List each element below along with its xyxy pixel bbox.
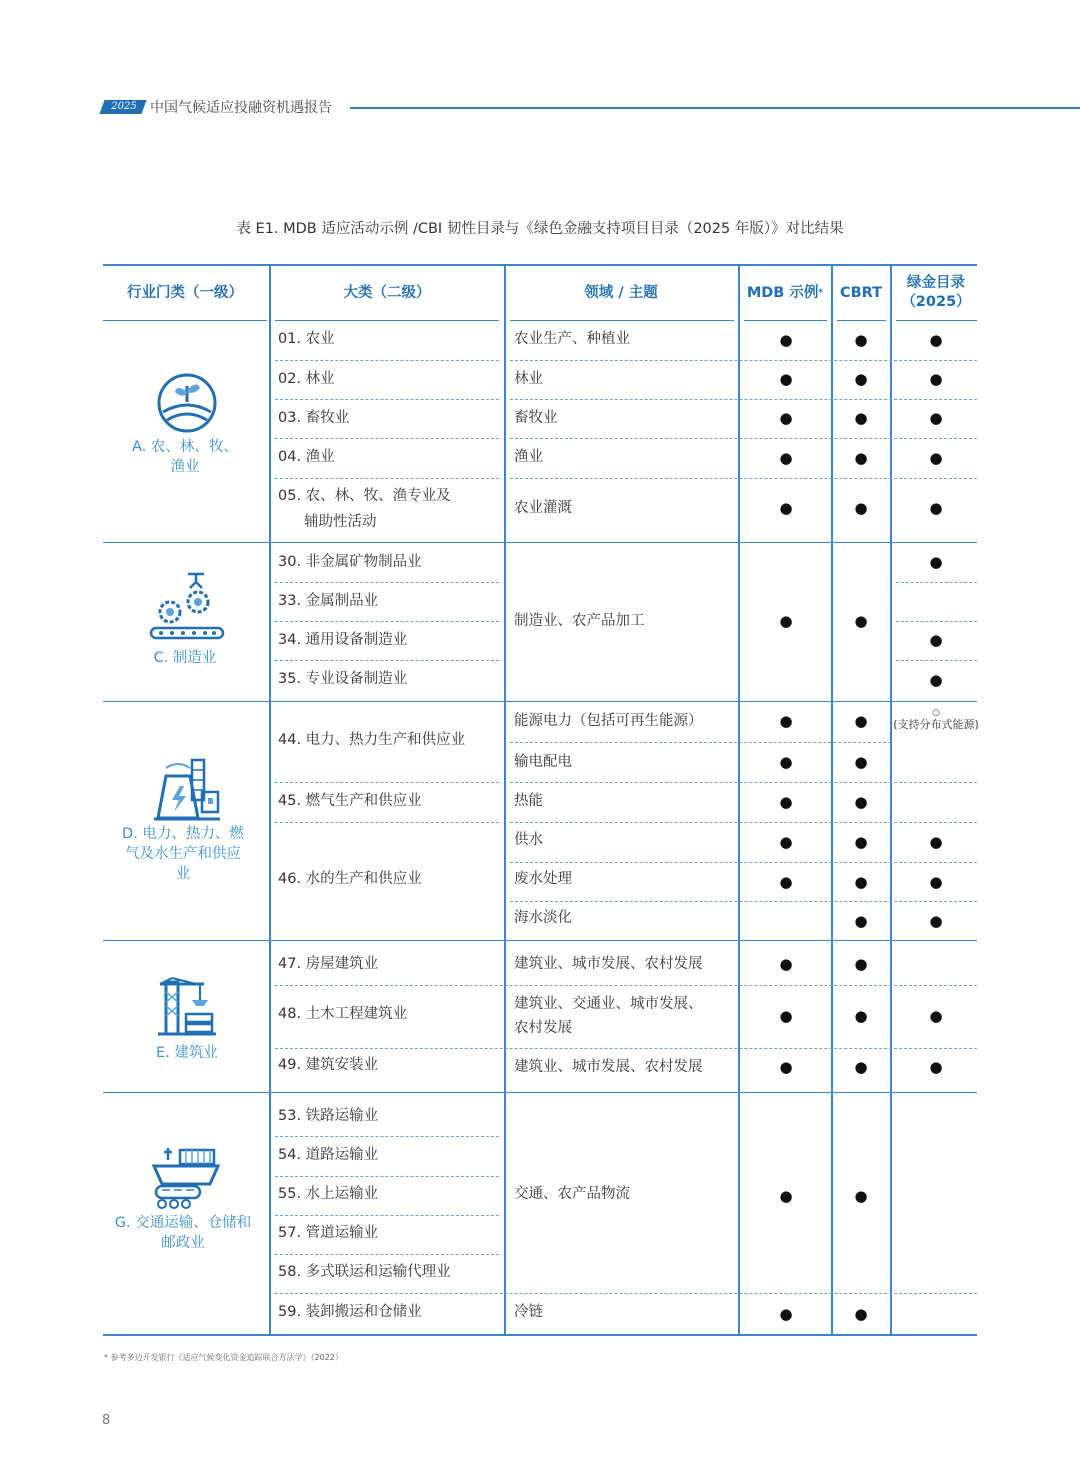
agriculture-icon — [155, 372, 219, 434]
row-rule — [510, 901, 977, 902]
page-number: 8 — [102, 1413, 111, 1428]
domain-04: 渔业 — [514, 449, 543, 465]
mark-46b-mdb: ● — [779, 873, 793, 891]
domain-48-l1: 建筑业、交通业、城市发展、 — [514, 996, 703, 1012]
domain-manufacturing: 制造业、农产品加工 — [514, 613, 645, 629]
header-rule-1 — [103, 320, 267, 321]
mark-01-cbrt: ● — [854, 331, 868, 349]
domain-59: 冷链 — [514, 1304, 543, 1320]
mark-59-cbrt: ● — [854, 1305, 868, 1323]
industry-g — [106, 1213, 260, 1253]
industry-a-l2: 渔业 — [170, 459, 200, 475]
row-rule — [510, 478, 977, 479]
mark-46a-cbrt: ● — [854, 833, 868, 851]
category-57: 57. 管道运输业 — [278, 1225, 379, 1241]
group-sep-de — [103, 940, 977, 941]
mark-46a-mdb: ● — [779, 833, 793, 851]
industry-g-l2: 邮政业 — [161, 1235, 205, 1251]
category-46: 46. 水的生产和供应业 — [278, 871, 422, 887]
mark-49-cbrt: ● — [854, 1058, 868, 1076]
domain-48-l2: 农村发展 — [514, 1020, 572, 1036]
mark-02-mdb: ● — [779, 370, 793, 388]
mark-34-green: ● — [929, 631, 943, 649]
report-title: 中国气候适应投融资机遇报告 — [150, 100, 332, 116]
header-rule-6 — [896, 320, 977, 321]
domain-49: 建筑业、城市发展、农村发展 — [514, 1059, 703, 1075]
row-rule — [275, 1048, 977, 1049]
domain-46c: 海水淡化 — [514, 910, 572, 926]
industry-d — [108, 824, 258, 884]
mark-02-cbrt: ● — [854, 370, 868, 388]
row-rule — [275, 399, 499, 400]
row-rule — [510, 438, 977, 439]
category-01: 01. 农业 — [278, 331, 335, 347]
row-rule — [896, 582, 977, 583]
header-mdb-label: MDB 示例 — [746, 284, 819, 301]
row-rule — [275, 621, 499, 622]
row-rule — [510, 782, 977, 783]
mark-44a-green — [892, 709, 980, 732]
category-35: 35. 专业设备制造业 — [278, 671, 408, 687]
industry-a-l1: A. 农、林、牧、 — [132, 439, 238, 455]
industry-a — [110, 437, 260, 477]
row-rule — [896, 660, 977, 661]
row-rule — [275, 1293, 977, 1294]
mark-transport-mdb: ● — [779, 1187, 793, 1205]
category-33: 33. 金属制品业 — [278, 593, 379, 609]
header-rule-4 — [744, 320, 827, 321]
mark-46b-cbrt: ● — [854, 873, 868, 891]
mark-03-cbrt: ● — [854, 409, 868, 427]
row-rule — [275, 985, 977, 986]
mark-46c-cbrt: ● — [854, 912, 868, 930]
industry-d-l3: 业 — [175, 866, 191, 882]
domain-44a: 能源电力（包括可再生能源） — [514, 713, 703, 729]
mark-03-mdb: ● — [779, 409, 793, 427]
header-domain: 领域 / 主题 — [584, 284, 658, 301]
mark-46c-green: ● — [929, 912, 943, 930]
mark-59-mdb: ● — [779, 1305, 793, 1323]
domain-transport: 交通、农产品物流 — [514, 1186, 630, 1202]
mark-46b-green: ● — [929, 873, 943, 891]
mark-44b-mdb: ● — [779, 753, 793, 771]
mark-47-cbrt: ● — [854, 955, 868, 973]
category-05-l1: 05. 农、林、牧、渔专业及 — [278, 488, 451, 504]
domain-05: 农业灌溉 — [514, 500, 572, 516]
col-sep-4 — [831, 264, 833, 1336]
table-caption: 表 E1. MDB 适应活动示例 /CBI 韧性目录与《绿色金融支持项目目录（2025 年版）》对比结果 — [236, 221, 844, 237]
mark-04-mdb: ● — [779, 449, 793, 467]
row-rule — [275, 1176, 499, 1177]
mark-05-cbrt: ● — [854, 499, 868, 517]
row-rule — [275, 438, 499, 439]
mark-46a-green: ● — [929, 833, 943, 851]
category-47: 47. 房屋建筑业 — [278, 956, 379, 972]
category-58: 58. 多式联运和运输代理业 — [278, 1264, 451, 1280]
category-48: 48. 土木工程建筑业 — [278, 1006, 408, 1022]
category-02: 02. 林业 — [278, 371, 335, 387]
category-04: 04. 渔业 — [278, 449, 335, 465]
category-53: 53. 铁路运输业 — [278, 1108, 379, 1124]
col-sep-2 — [504, 264, 506, 1336]
group-sep-cd — [103, 701, 977, 702]
header-mdb — [741, 268, 829, 318]
power-plant-icon — [152, 756, 222, 822]
category-30: 30. 非金属矿物制品业 — [278, 554, 422, 570]
domain-01: 农业生产、种植业 — [514, 331, 630, 347]
category-03: 03. 畜牧业 — [278, 410, 350, 426]
mark-44a-mdb: ● — [779, 712, 793, 730]
col-sep-3 — [738, 264, 740, 1336]
row-rule — [275, 1136, 499, 1137]
row-rule — [275, 822, 499, 823]
category-54: 54. 道路运输业 — [278, 1147, 379, 1163]
header-green-l1: 绿金目录 — [907, 275, 965, 291]
row-rule — [275, 582, 499, 583]
mark-45-mdb: ● — [779, 793, 793, 811]
table-bottom-rule — [103, 1334, 977, 1336]
row-rule — [510, 742, 891, 743]
domain-47: 建筑业、城市发展、农村发展 — [514, 956, 703, 972]
mark-03-green: ● — [929, 409, 943, 427]
mark-01-green: ● — [929, 331, 943, 349]
mark-49-green: ● — [929, 1058, 943, 1076]
row-rule — [510, 360, 977, 361]
row-rule — [896, 621, 977, 622]
row-rule — [510, 862, 977, 863]
row-rule — [510, 822, 977, 823]
mark-01-mdb: ● — [779, 331, 793, 349]
header-rule-3 — [510, 320, 734, 321]
row-rule — [275, 660, 499, 661]
col-sep-1 — [269, 264, 271, 1336]
mark-mfg-cbrt: ● — [854, 612, 868, 630]
domain-02: 林业 — [514, 371, 543, 387]
mark-48-mdb: ● — [779, 1007, 793, 1025]
domain-46a: 供水 — [514, 832, 543, 848]
category-59: 59. 装卸搬运和仓储业 — [278, 1304, 422, 1320]
mark-02-green: ● — [929, 370, 943, 388]
category-49: 49. 建筑安装业 — [278, 1057, 379, 1073]
mark-47-mdb: ● — [779, 955, 793, 973]
transport-icon — [150, 1146, 222, 1210]
year-badge-text: 2025 — [111, 101, 137, 112]
mark-48-green: ● — [929, 1007, 943, 1025]
mark-04-cbrt: ● — [854, 449, 868, 467]
group-sep-eg — [103, 1092, 977, 1093]
manufacturing-icon — [148, 572, 226, 642]
category-45: 45. 燃气生产和供应业 — [278, 793, 422, 809]
row-rule — [275, 1215, 499, 1216]
mark-05-mdb: ● — [779, 499, 793, 517]
header-cbrt: CBRT — [839, 284, 883, 301]
mark-49-mdb: ● — [779, 1058, 793, 1076]
industry-g-l1: G. 交通运输、仓储和 — [114, 1215, 252, 1231]
mark-44a-green-circle: ○ — [932, 708, 940, 718]
domain-44b: 输电配电 — [514, 754, 572, 770]
category-34: 34. 通用设备制造业 — [278, 632, 408, 648]
col-sep-5 — [890, 264, 892, 1336]
domain-03: 畜牧业 — [514, 410, 558, 426]
category-44: 44. 电力、热力生产和供应业 — [278, 732, 466, 748]
mark-44b-cbrt: ● — [854, 753, 868, 771]
mark-48-cbrt: ● — [854, 1007, 868, 1025]
industry-e: E. 建筑业 — [156, 1045, 218, 1061]
mark-44a-cbrt: ● — [854, 712, 868, 730]
mark-transport-cbrt: ● — [854, 1187, 868, 1205]
header-mdb-footnote-mark: * — [818, 287, 824, 298]
header-rule-5 — [837, 320, 886, 321]
row-rule — [275, 360, 499, 361]
mark-04-green: ● — [929, 449, 943, 467]
row-rule — [275, 478, 499, 479]
mark-45-cbrt: ● — [854, 793, 868, 811]
industry-c: C. 制造业 — [153, 650, 217, 666]
header-green-l2: （2025） — [901, 294, 971, 310]
mark-05-green: ● — [929, 499, 943, 517]
mark-35-green: ● — [929, 671, 943, 689]
industry-d-l1: D. 电力、热力、燃 — [122, 826, 244, 842]
table-top-rule — [103, 264, 977, 266]
mark-30-green: ● — [929, 553, 943, 571]
row-rule — [510, 399, 977, 400]
header-industry: 行业门类（一级） — [127, 284, 243, 301]
category-55: 55. 水上运输业 — [278, 1186, 379, 1202]
group-sep-ac — [103, 542, 977, 543]
header-rule-2 — [275, 320, 499, 321]
mark-mfg-mdb: ● — [779, 612, 793, 630]
industry-d-l2: 气及水生产和供应 — [125, 846, 241, 862]
domain-46b: 废水处理 — [514, 871, 572, 887]
footnote: * 参考多边开发银行《适应气候变化资金追踪联合方法学》（2022） — [104, 1353, 343, 1362]
domain-45: 热能 — [514, 793, 543, 809]
construction-crane-icon — [156, 976, 218, 1036]
mark-44a-green-note: (支持分布式能源) — [893, 718, 979, 731]
category-05-l2: 辅助性活动 — [304, 514, 377, 530]
header-green-catalog — [895, 268, 977, 318]
row-rule — [275, 782, 499, 783]
header-category: 大类（二级） — [343, 284, 431, 301]
row-rule — [275, 1254, 499, 1255]
